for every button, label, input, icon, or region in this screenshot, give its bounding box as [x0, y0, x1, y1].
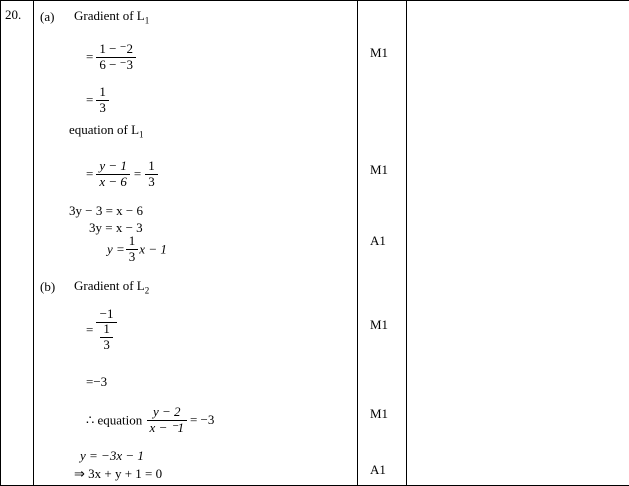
part-b-line-1-den [96, 320, 117, 354]
part-a-line-2-lead: = [86, 92, 94, 108]
part-b-line-3-num: y − 2 [147, 405, 187, 421]
mark-2: M1 [370, 162, 389, 177]
part-b-line-1-den-num: 1 [100, 322, 113, 338]
marks-content [358, 1, 406, 485]
part-b-line-1 [86, 308, 118, 355]
part-a-line-3 [69, 123, 144, 140]
question-number-cell [1, 1, 34, 486]
part-a-line-4-num1: y − 1 [96, 159, 130, 175]
part-a-line-4-mid: = [133, 166, 142, 182]
part-label-a: (a) [40, 9, 55, 24]
working-content [34, 1, 357, 485]
part-a-line-2-den: 3 [99, 99, 106, 115]
notes-cell [407, 1, 629, 486]
part-a-line-1-den: 6 − ⁻3 [99, 56, 134, 72]
part-a-line-7-post: x − 1 [139, 241, 167, 257]
part-b-heading [74, 279, 149, 296]
part-a-heading [74, 9, 149, 26]
part-b-line-1-num: −1 [96, 307, 117, 323]
mark-5: M1 [370, 406, 389, 421]
part-a-line-2 [86, 86, 110, 117]
part-a-line-3-sub: 1 [139, 129, 144, 140]
part-b-line-2: =−3 [86, 374, 108, 389]
part-b-line-1-lead: = [86, 322, 94, 338]
part-b-line-1-den-den: 3 [103, 336, 110, 352]
part-a-line-1-num: 1 − ⁻2 [96, 42, 136, 58]
mark-4: M1 [370, 317, 389, 332]
part-b-line-3-pre: ∴ equation [86, 412, 143, 428]
part-a-line-7-num: 1 [126, 234, 139, 250]
part-b-heading-text: Gradient of L [74, 278, 145, 293]
part-b-line-4: y = −3x − 1 [80, 448, 144, 463]
part-a-line-7 [107, 235, 167, 266]
part-b-line-3-post: = −3 [189, 412, 215, 428]
part-a-line-5: 3y − 3 = x − 6 [69, 203, 143, 218]
question-number: 20. [5, 7, 22, 22]
part-a-line-7-den: 3 [128, 248, 136, 264]
mark-3: A1 [370, 233, 386, 248]
marks-cell [358, 1, 407, 486]
part-a-line-6: 3y = x − 3 [89, 220, 143, 235]
part-a-line-4-lead: = [86, 166, 94, 182]
part-a-heading-sub: 1 [144, 15, 150, 26]
mark-6: A1 [370, 462, 386, 477]
part-a-line-2-num: 1 [96, 85, 109, 101]
part-a-line-4-den2: 3 [148, 173, 155, 189]
part-a-line-7-pre: y = [107, 241, 125, 257]
working-cell [34, 1, 358, 486]
part-a-line-3-text: equation of L [69, 122, 140, 137]
part-b-line-3-den: x − ⁻1 [149, 419, 184, 435]
part-a-line-4-den1: x − 6 [99, 173, 127, 189]
part-b-line-3 [86, 406, 214, 437]
part-a-line-4 [86, 160, 159, 191]
part-b-heading-sub: 2 [144, 285, 150, 296]
part-a-line-4-num2: 1 [145, 159, 158, 175]
part-b-line-5: ⇒ 3x + y + 1 = 0 [74, 466, 163, 481]
mark-1: M1 [370, 45, 389, 60]
part-a-line-1 [86, 43, 137, 74]
part-a-heading-text: Gradient of L [74, 8, 145, 23]
part-label-b: (b) [40, 279, 56, 294]
part-a-line-1-lead: = [86, 49, 94, 65]
